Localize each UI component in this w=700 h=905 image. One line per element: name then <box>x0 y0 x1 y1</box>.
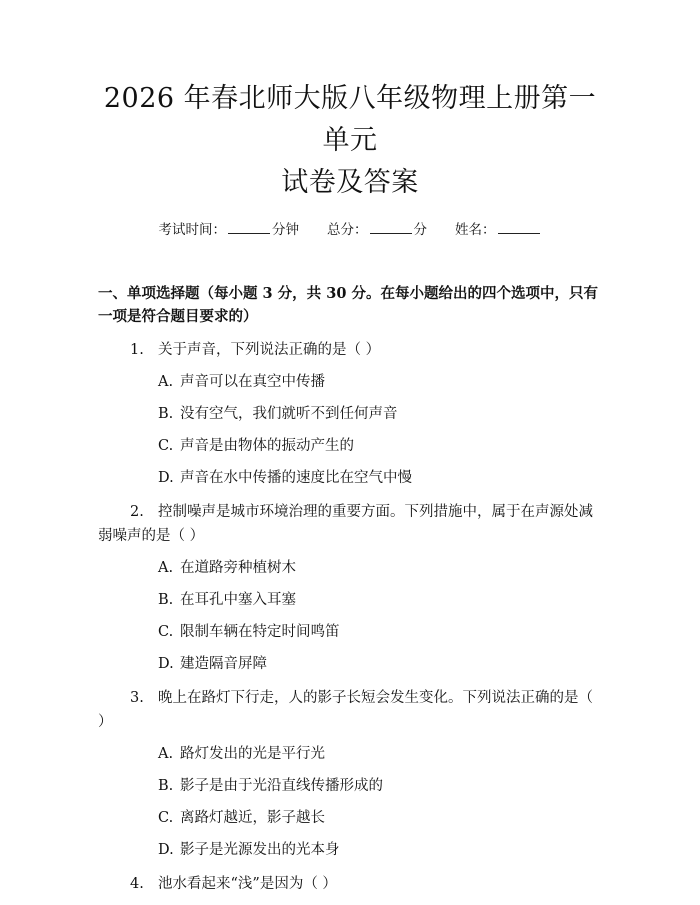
option-text: 影子是由于光沿直线传播形成的 <box>180 778 383 794</box>
exam-time-label: 考试时间： <box>158 222 226 238</box>
option-letter: D. <box>158 842 174 858</box>
option-text: 在道路旁种植树木 <box>180 560 296 576</box>
question-stem <box>98 338 602 362</box>
total-score-field <box>327 220 427 240</box>
option-list <box>98 557 602 676</box>
option-letter: A. <box>158 746 174 762</box>
option-letter: C. <box>158 810 174 826</box>
total-score-blank <box>370 220 412 234</box>
question-number: 1. <box>130 342 144 358</box>
option-text: 没有空气，我们就听不到任何声音 <box>180 406 398 422</box>
option-text: 声音是由物体的振动产生的 <box>180 438 354 454</box>
option-item <box>98 839 602 862</box>
title-line-1: 2026 年春北师大版八年级物理上册第一单元 <box>103 83 597 156</box>
option-text: 影子是光源发出的光本身 <box>180 842 340 858</box>
option-text: 声音可以在真空中传播 <box>180 374 325 390</box>
question-text: 池水看起来“浅”是因为（ ） <box>158 876 337 892</box>
question-item <box>98 500 602 676</box>
option-letter: C. <box>158 624 174 640</box>
question-text: 控制噪声是城市环境治理的重要方面。下列措施中，属于在声源处减弱噪声的是（ ） <box>98 504 593 544</box>
option-letter: D. <box>158 656 174 672</box>
title-line-2: 试卷及答案 <box>281 167 419 198</box>
question-number: 2. <box>130 504 144 520</box>
option-item <box>98 403 602 426</box>
question-number: 3. <box>130 690 144 706</box>
question-item <box>98 872 602 896</box>
option-letter: A. <box>158 560 174 576</box>
option-item <box>98 807 602 830</box>
name-label: 姓名： <box>455 222 496 238</box>
name-field <box>455 220 542 240</box>
option-item <box>98 557 602 580</box>
option-list <box>98 371 602 490</box>
option-letter: B. <box>158 778 174 794</box>
option-item <box>98 467 602 490</box>
question-list <box>98 338 602 896</box>
exam-meta <box>98 220 602 240</box>
option-letter: B. <box>158 592 174 608</box>
exam-time-blank <box>228 220 270 234</box>
option-item <box>98 743 602 766</box>
option-text: 路灯发出的光是平行光 <box>180 746 325 762</box>
option-item <box>98 653 602 676</box>
question-text: 关于声音，下列说法正确的是（ ） <box>158 342 381 358</box>
option-text: 限制车辆在特定时间鸣笛 <box>180 624 340 640</box>
question-stem <box>98 686 602 734</box>
page-title <box>98 78 602 204</box>
option-letter: C. <box>158 438 174 454</box>
option-text: 离路灯越近，影子越长 <box>180 810 325 826</box>
name-blank <box>498 220 540 234</box>
total-score-unit: 分 <box>413 222 427 238</box>
question-item <box>98 686 602 862</box>
option-list <box>98 743 602 862</box>
option-item <box>98 621 602 644</box>
option-item <box>98 775 602 798</box>
option-item <box>98 371 602 394</box>
total-score-label: 总分： <box>327 222 368 238</box>
option-letter: A. <box>158 374 174 390</box>
option-text: 建造隔音屏障 <box>180 656 267 672</box>
question-text: 晚上在路灯下行走，人的影子长短会发生变化。下列说法正确的是（ ） <box>98 690 593 730</box>
question-number: 4. <box>130 876 144 892</box>
exam-time-field <box>159 220 300 240</box>
question-stem <box>98 872 602 896</box>
question-stem <box>98 500 602 548</box>
option-letter: D. <box>158 470 174 486</box>
section-heading: 一、单项选择题（每小题 3 分，共 30 分。在每小题给出的四个选项中，只有一项是符合题目要求的） <box>98 285 598 325</box>
option-item <box>98 435 602 458</box>
exam-time-unit: 分钟 <box>272 222 299 238</box>
option-item <box>98 589 602 612</box>
option-text: 在耳孔中塞入耳塞 <box>180 592 296 608</box>
question-item <box>98 338 602 490</box>
option-letter: B. <box>158 406 174 422</box>
option-text: 声音在水中传播的速度比在空气中慢 <box>180 470 412 486</box>
